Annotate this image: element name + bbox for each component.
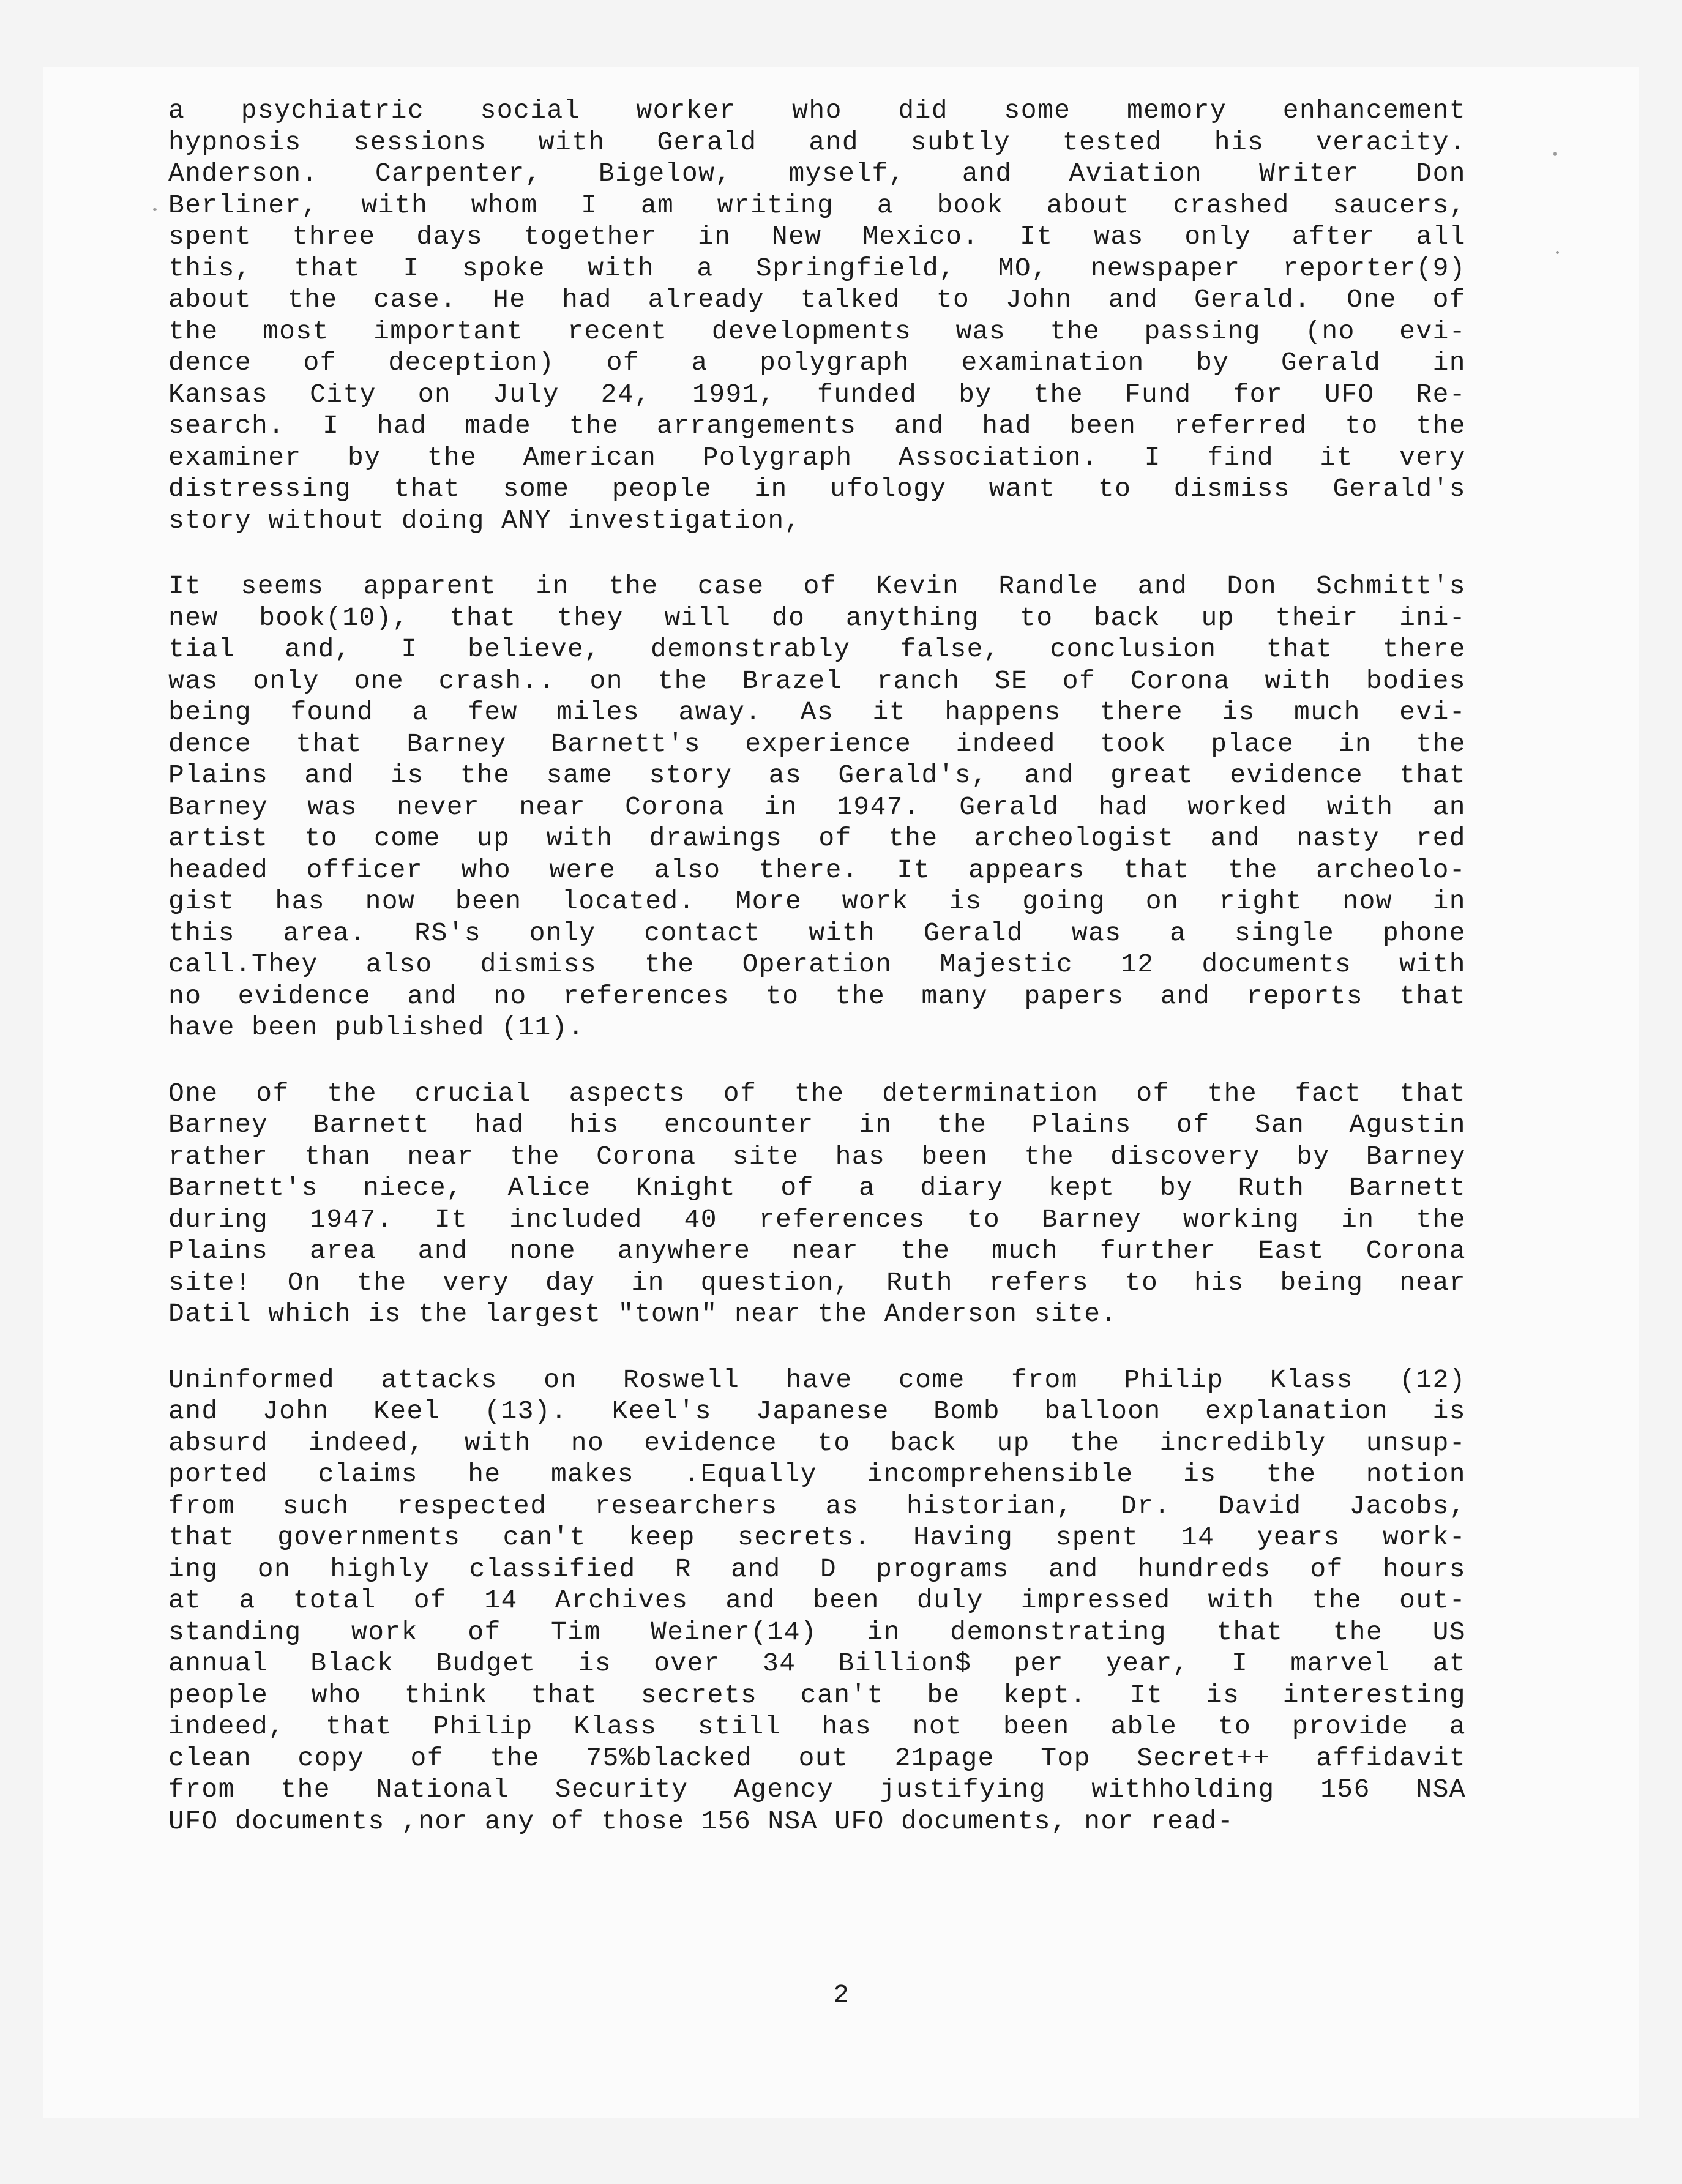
text-line: about the case. He had already talked to John and Gerald. One of xyxy=(168,285,1466,315)
paragraph xyxy=(168,570,1466,1044)
text-line: dence that Barney Barnett's experience indeed took place in the xyxy=(168,728,1466,759)
text-line: call.They also dismiss the Operation Majestic 12 documents with xyxy=(168,949,1466,979)
text-line: dence of deception) of a polygraph examination by Gerald in xyxy=(168,348,1466,378)
document-body xyxy=(168,95,1466,1871)
text-line: UFO documents ,nor any of those 156 NSA UFO documents, nor read- xyxy=(168,1806,1235,1836)
text-line: tial and, I believe, demonstrably false, conclusion that there xyxy=(168,634,1466,664)
text-line: standing work of Tim Weiner(14) in demonstrating that the US xyxy=(168,1617,1466,1647)
text-line: Barney Barnett had his encounter in the Plains of San Agustin xyxy=(168,1110,1466,1140)
text-line: ported claims he makes .Equally incomprehensible is the notion xyxy=(168,1459,1466,1489)
text-line: people who think that secrets can't be kept. It is interesting xyxy=(168,1680,1466,1710)
text-line: story without doing ANY investigation, xyxy=(168,505,801,536)
text-line: and John Keel (13). Keel's Japanese Bomb balloon explanation is xyxy=(168,1396,1466,1426)
text-line: rather than near the Corona site has been the discovery by Barney xyxy=(168,1141,1466,1172)
scan-speck xyxy=(153,208,157,211)
text-line: clean copy of the 75%blacked out 21page Top Secret++ affidavit xyxy=(168,1743,1466,1773)
paragraph xyxy=(168,1078,1466,1330)
text-line: hypnosis sessions with Gerald and subtly tested his veracity. xyxy=(168,127,1466,157)
page-number: 2 xyxy=(833,1980,849,2010)
text-line: at a total of 14 Archives and been duly impressed with the out- xyxy=(168,1585,1466,1615)
text-line: Barney was never near Corona in 1947. Gerald had worked with an xyxy=(168,791,1466,822)
text-line: being found a few miles away. As it happens there is much evi- xyxy=(168,697,1466,727)
text-line: site! On the very day in question, Ruth refers to his being near xyxy=(168,1267,1466,1298)
text-line: Plains area and none anywhere near the much further East Corona xyxy=(168,1236,1466,1266)
text-line: search. I had made the arrangements and had been referred to the xyxy=(168,411,1466,441)
text-line: that governments can't keep secrets. Having spent 14 years work- xyxy=(168,1522,1466,1552)
text-line: headed officer who were also there. It appears that the archeolo- xyxy=(168,855,1466,885)
text-line: distressing that some people in ufology want to dismiss Gerald's xyxy=(168,474,1466,504)
text-line: One of the crucial aspects of the determination of the fact that xyxy=(168,1078,1466,1109)
text-line: during 1947. It included 40 references to Barney working in the xyxy=(168,1204,1466,1235)
text-line: from such respected researchers as historian, Dr. David Jacobs, xyxy=(168,1490,1466,1521)
text-line: artist to come up with drawings of the archeologist and nasty red xyxy=(168,823,1466,853)
text-line: annual Black Budget is over 34 Billion$ per year, I marvel at xyxy=(168,1648,1466,1678)
paragraph xyxy=(168,1364,1466,1838)
text-line: Berliner, with whom I am writing a book about crashed saucers, xyxy=(168,190,1466,220)
text-line: Anderson. Carpenter, Bigelow, myself, and Aviation Writer Don xyxy=(168,159,1466,189)
paragraph xyxy=(168,95,1466,536)
text-line: was only one crash.. on the Brazel ranch SE of Corona with bodies xyxy=(168,665,1466,696)
text-line: Plains and is the same story as Gerald's, and great evidence that xyxy=(168,760,1466,790)
text-line: this, that I spoke with a Springfield, MO, newspaper reporter(9) xyxy=(168,253,1466,283)
text-line: spent three days together in New Mexico. It was only after all xyxy=(168,222,1466,252)
text-line: from the National Security Agency justifying withholding 156 NSA xyxy=(168,1774,1466,1804)
text-line: new book(10), that they will do anything to back up their ini- xyxy=(168,602,1466,633)
text-line: ing on highly classified R and D programs and hundreds of hours xyxy=(168,1554,1466,1584)
text-line: examiner by the American Polygraph Association. I find it very xyxy=(168,442,1466,473)
scan-speck xyxy=(1553,152,1557,156)
text-line: a psychiatric social worker who did some memory enhancement xyxy=(168,95,1466,125)
text-line: absurd indeed, with no evidence to back up the incredibly unsup- xyxy=(168,1427,1466,1458)
scan-speck xyxy=(1556,251,1559,254)
text-line: no evidence and no references to the many papers and reports that xyxy=(168,981,1466,1011)
text-line: the most important recent developments was the passing (no evi- xyxy=(168,316,1466,346)
text-line: Kansas City on July 24, 1991, funded by the Fund for UFO Re- xyxy=(168,379,1466,410)
text-line: this area. RS's only contact with Gerald was a single phone xyxy=(168,918,1466,948)
text-line: have been published (11). xyxy=(168,1012,585,1042)
text-line: Datil which is the largest "town" near the Anderson site. xyxy=(168,1299,1118,1329)
text-line: It seems apparent in the case of Kevin Randle and Don Schmitt's xyxy=(168,571,1466,601)
text-line: indeed, that Philip Klass still has not been able to provide a xyxy=(168,1711,1466,1741)
text-line: Uninformed attacks on Roswell have come from Philip Klass (12) xyxy=(168,1364,1466,1395)
text-line: Barnett's niece, Alice Knight of a diary kept by Ruth Barnett xyxy=(168,1173,1466,1203)
text-line: gist has now been located. More work is going on right now in xyxy=(168,886,1466,916)
